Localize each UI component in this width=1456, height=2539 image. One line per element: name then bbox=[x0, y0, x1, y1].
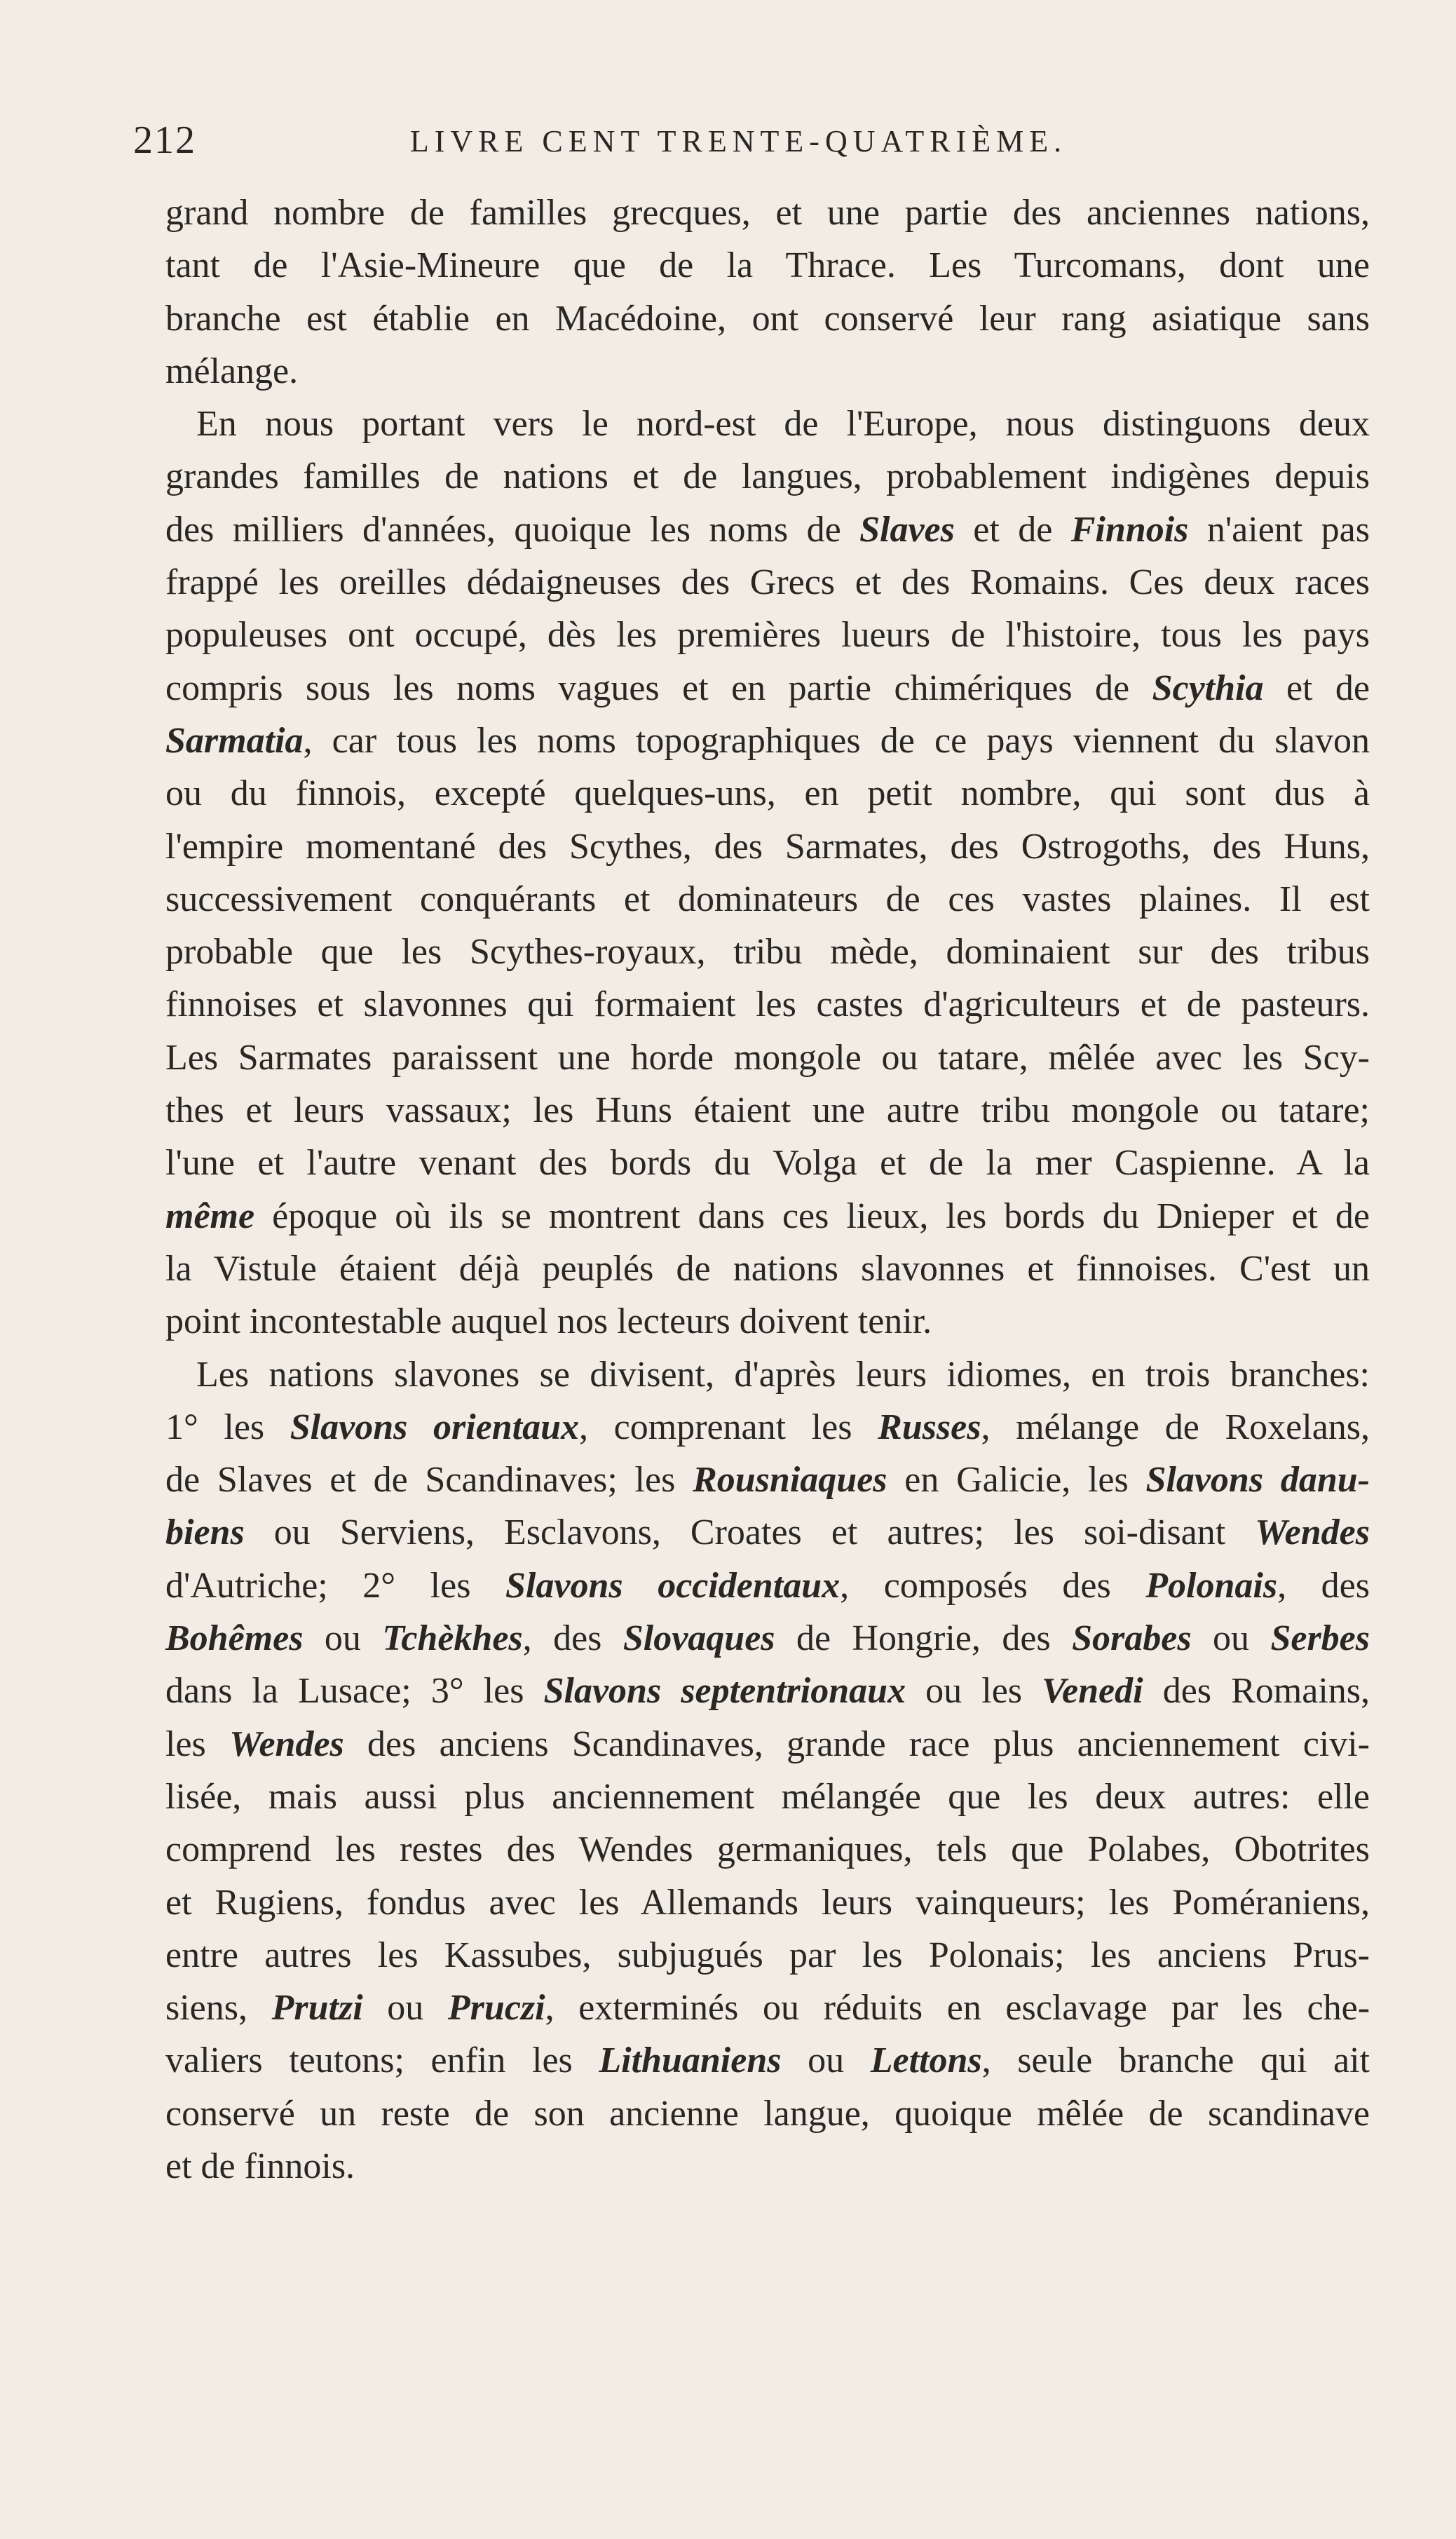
text-line: Les nations slavones se divisent, d'après leurs idiomes, en trois branches: bbox=[196, 1354, 1370, 1395]
italic-term: Venedi bbox=[1042, 1671, 1143, 1712]
italic-term: Prutzi bbox=[271, 1988, 363, 2029]
text-line: thes et leurs vassaux; les Huns étaient une autre tribu mongole ou tatare; bbox=[165, 1090, 1370, 1131]
running-head: LIVRE CENT TRENTE-QUATRIÈME. bbox=[409, 124, 1068, 158]
italic-term: Russes bbox=[878, 1407, 981, 1447]
text-line: Les Sarmates paraissent une horde mongole ou tatare, mêlée avec les Scy- bbox=[165, 1037, 1370, 1078]
text-line: et Rugiens, fondus avec les Allemands leurs vainqueurs; les Poméraniens, bbox=[165, 1882, 1370, 1923]
italic-term: Slavons orientaux bbox=[290, 1407, 580, 1447]
italic-term: Wendes bbox=[229, 1724, 344, 1764]
text-line: conservé un reste de son ancienne langue, quoique mêlée de scandinave bbox=[165, 2093, 1370, 2134]
page-number: 212 bbox=[133, 119, 196, 162]
text-line: populeuses ont occupé, dès les premières lueurs de l'histoire, tous les pays bbox=[165, 615, 1370, 656]
text-line: d'Autriche; 2° les Slavons occidentaux, composés des Polonais, des bbox=[165, 1565, 1370, 1606]
text-line: l'empire momentané des Scythes, des Sarmates, des Ostrogoths, des Huns, bbox=[165, 826, 1370, 867]
italic-term: Polonais bbox=[1145, 1565, 1278, 1606]
text-line: l'une et l'autre venant des bords du Volga et de la mer Caspienne. A la bbox=[165, 1143, 1370, 1184]
text-line: valiers teutons; enfin les Lithuaniens ou Lettons, seule branche qui ait bbox=[165, 2040, 1370, 2081]
text-line: comprend les restes des Wendes germaniques, tels que Polabes, Obotrites bbox=[165, 1829, 1370, 1870]
text-line: entre autres les Kassubes, subjugués par les Polonais; les anciens Prus- bbox=[165, 1935, 1370, 1975]
italic-term: Tchèkhes bbox=[382, 1618, 523, 1659]
italic-term: Slovaques bbox=[622, 1618, 775, 1659]
body-text bbox=[165, 187, 1370, 2193]
italic-term: Slaves bbox=[859, 509, 955, 550]
italic-term: Sorabes bbox=[1072, 1618, 1192, 1659]
italic-term: Lithuaniens bbox=[599, 2040, 782, 2081]
text-line: lisée, mais aussi plus anciennement mélangée que les deux autres: elle bbox=[165, 1776, 1370, 1817]
italic-term: Serbes bbox=[1270, 1618, 1370, 1659]
text-line: des milliers d'années, quoique les noms de Slaves et de Finnois n'aient pas bbox=[165, 509, 1370, 550]
italic-term: Finnois bbox=[1070, 509, 1189, 550]
text-line: siens, Prutzi ou Pruczi, exterminés ou réduits en esclavage par les che- bbox=[165, 1988, 1370, 2029]
text-line: compris sous les noms vagues et en partie chimériques de Scythia et de bbox=[165, 668, 1370, 708]
text-line: et de finnois. bbox=[165, 2146, 355, 2186]
italic-term: Sarmatia bbox=[165, 720, 304, 761]
italic-term: même bbox=[165, 1196, 255, 1236]
italic-term: Lettons bbox=[870, 2040, 982, 2081]
text-line: mélange. bbox=[165, 351, 299, 391]
italic-term: Pruczi bbox=[447, 1988, 545, 2029]
italic-term: Rousniaques bbox=[693, 1460, 887, 1501]
text-line: ou du finnois, excepté quelques-uns, en petit nombre, qui sont dus à bbox=[165, 773, 1370, 814]
text-line: finnoises et slavonnes qui formaient les castes d'agriculteurs et de pasteurs. bbox=[165, 984, 1370, 1025]
text-line: même époque où ils se montrent dans ces lieux, les bords du Dnieper et de bbox=[165, 1196, 1370, 1236]
text-line: probable que les Scythes-royaux, tribu mède, dominaient sur des tribus bbox=[165, 932, 1370, 973]
italic-term: Bohêmes bbox=[165, 1618, 304, 1659]
text-line: Sarmatia, car tous les noms topographiques de ce pays viennent du slavon bbox=[165, 720, 1370, 761]
text-line: grandes familles de nations et de langues, probablement indigènes depuis bbox=[165, 456, 1370, 497]
text-line: point incontestable auquel nos lecteurs doivent tenir. bbox=[165, 1301, 932, 1342]
text-line: frappé les oreilles dédaigneuses des Grecs et des Romains. Ces deux races bbox=[165, 562, 1370, 603]
text-line: En nous portant vers le nord-est de l'Europe, nous distinguons deux bbox=[196, 404, 1370, 445]
text-line: successivement conquérants et dominateurs de ces vastes plaines. Il est bbox=[165, 879, 1370, 919]
italic-term: Slavons danu- bbox=[1145, 1460, 1370, 1501]
text-line: biens ou Serviens, Esclavons, Croates et autres; les soi-disant Wendes bbox=[165, 1512, 1370, 1553]
italic-term: Wendes bbox=[1255, 1512, 1370, 1553]
italic-term: Slavons septentrionaux bbox=[543, 1671, 906, 1712]
text-line: tant de l'Asie-Mineure que de la Thrace. Les Turcomans, dont une bbox=[165, 245, 1370, 286]
text-line: dans la Lusace; 3° les Slavons septentrionaux ou les Venedi des Romains, bbox=[165, 1671, 1370, 1712]
italic-term: Slavons occidentaux bbox=[505, 1565, 841, 1606]
text-line: 1° les Slavons orientaux, comprenant les Russes, mélange de Roxelans, bbox=[165, 1407, 1370, 1447]
text-line: la Vistule étaient déjà peuplés de nations slavonnes et finnoises. C'est un bbox=[165, 1248, 1370, 1289]
text-line: Bohêmes ou Tchèkhes, des Slovaques de Hongrie, des Sorabes ou Serbes bbox=[165, 1618, 1370, 1659]
italic-term: Scythia bbox=[1152, 668, 1264, 708]
text-line: grand nombre de familles grecques, et une partie des anciennes nations, bbox=[165, 193, 1370, 233]
italic-term: biens bbox=[165, 1512, 245, 1553]
text-line: les Wendes des anciens Scandinaves, grande race plus anciennement civi- bbox=[165, 1724, 1370, 1764]
text-line: branche est établie en Macédoine, ont conservé leur rang asiatique sans bbox=[165, 298, 1370, 339]
text-line: de Slaves et de Scandinaves; les Rousniaques en Galicie, les Slavons danu- bbox=[165, 1460, 1370, 1501]
